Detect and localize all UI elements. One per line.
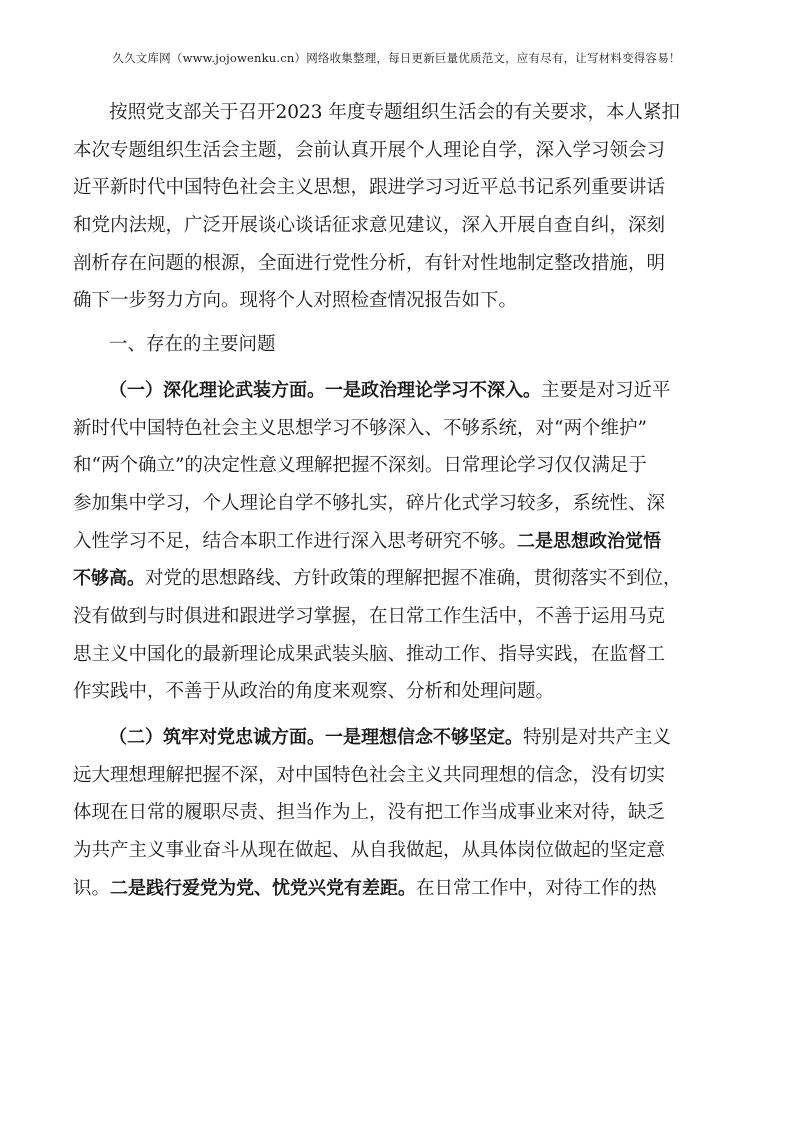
paragraph-line: 和“两个确立”的决定性意义理解把握不深刻。日常理论学习仅仅满足于 [73,455,647,477]
paragraph-line [73,372,723,410]
intro-paragraph [73,94,723,320]
line-text: 主要是对习近平 [541,379,671,401]
bold-heading: （一）深化理论武装方面。一是政治理论学习不深入。 [109,379,541,401]
header-note: 久久文库网（www.jojowenku.cn）网络收集整理，每日更新巨量优质范文，应有尽有，让写材料变得容易！ [112,51,681,65]
paragraph-line: 没有做到与时俱进和跟进学习掌握，在日常工作生活中，不善于运用马克 [73,605,666,627]
paragraph-line [73,523,723,561]
paragraph-line: 为共产主义事业奋斗从现在做起、从自我做起，从具体岗位做起的坚定意 [73,840,666,862]
document-body [73,94,723,907]
intro-line: 和党内法规，广泛开展谈心谈话征求意见建议，深入开展自查自纠，深刻 [73,215,666,237]
paragraph-line [73,870,723,908]
bold-heading: 二是践行爱党为党、忧党兴党有差距。 [110,877,417,899]
intro-line: 剖析存在问题的根源，全面进行党性分析，有针对性地制定整改措施，明 [73,252,666,274]
paragraph-line: 新时代中国特色社会主义思想学习不够深入、不够系统，对“两个维护” [73,417,647,439]
section-title: 一、存在的主要问题 [109,334,276,356]
subsection-1-paragraph [73,372,723,711]
intro-line: 按照党支部关于召开2023 年度专题组织生活会的有关要求，本人紧扣 [109,102,680,123]
line-text: 在日常工作中，对待工作的热 [416,877,657,899]
line-text: 特别是对共产主义 [523,727,672,748]
bold-heading: 不够高。 [73,568,145,590]
intro-line: 确下一步努力方向。现将个人对照检查情况报告如下。 [73,290,518,312]
line-text: 入性学习不足，结合本职工作进行深入思考研究不够。 [73,530,518,552]
subsection-2-paragraph [73,719,723,907]
paragraph-line [73,719,723,757]
bold-heading: 二是思想政治觉悟 [517,530,662,552]
line-text: 识。 [73,877,111,899]
paragraph-line: 体现在日常的履职尽责、担当作为上，没有把工作当成事业来对待，缺乏 [73,802,666,824]
paragraph-line: 远大理想理解把握不深，对中国特色社会主义共同理想的信念，没有切实 [73,764,666,786]
line-text: 对党的思想路线、方针政策的理解把握不准确，贯彻落实不到位， [145,568,682,590]
paragraph-line: 思主义中国化的最新理论成果武装头脑、推动工作、指导实践，在监督工 [73,643,666,665]
paragraph-line: 参加集中学习，个人理论自学不够扎实，碎片化式学习较多，系统性、深 [73,492,666,514]
paragraph-line [73,560,723,598]
intro-line: 本次专题组织生活会主题，会前认真开展个人理论自学，深入学习领会习 [73,139,666,161]
paragraph-line: 作实践中，不善于从政治的角度来观察、分析和处理问题。 [73,681,555,703]
intro-line: 近平新时代中国特色社会主义思想，跟进学习习近平总书记系列重要讲话 [73,177,666,199]
bold-heading: （二）筑牢对党忠诚方面。一是理想信念不够坚定。 [109,727,523,748]
